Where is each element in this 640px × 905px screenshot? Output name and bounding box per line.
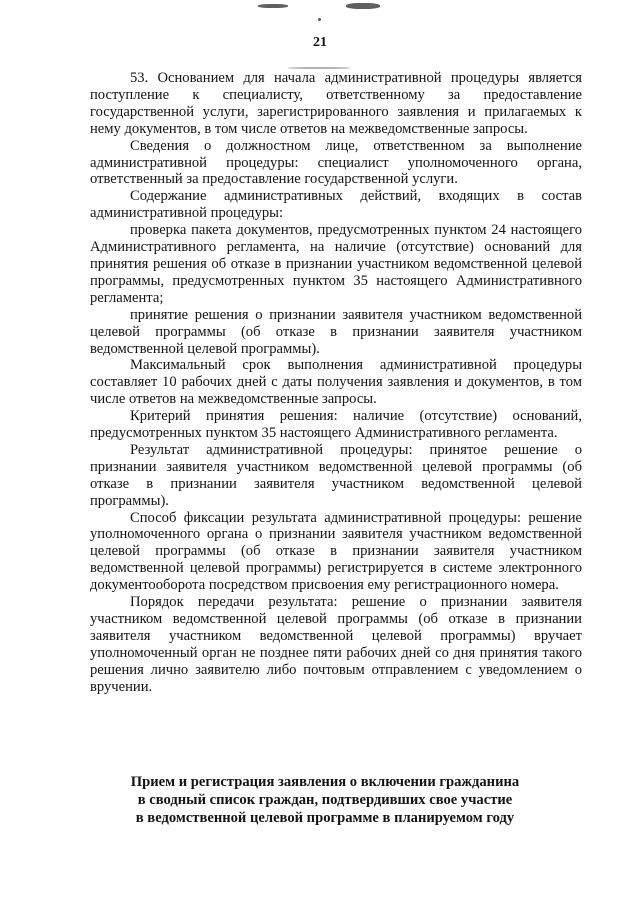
scan-mark [346,3,380,9]
paragraph-decision-criterion: Критерий принятия решения: наличие (отсутствие) оснований, предусмотренных пунктом 35 настоящего Административного регламента. [90,408,582,442]
paragraph-max-term: Максимальный срок выполнения административной процедуры составляет 10 рабочих дней с даты получения заявления и документов, в том числе ответов на межведомственные запросы. [90,357,582,408]
section-heading-line: в ведомственной целевой программе в планируемом году [135,810,515,826]
paragraph-action-decision: принятие решения о признании заявителя участником ведомственной целевой программы (об отказе в признании заявителя участником ведомственной целевой программы). [90,306,582,357]
section-heading [110,773,540,827]
paragraph-basis: 53. Основанием для начала административной процедуры является поступление к специалисту, ответственному за предоставление государственной услуги, зарегистрированного заявления и прилагаемых к нему документов, в том числе ответов на межведомственные запросы. [90,70,582,137]
paragraph-responsible-official: Сведения о должностном лице, ответственном за выполнение административной процедуры: специалист уполномоченного органа, ответственный за предоставление государственной услуги. [90,137,582,188]
paragraph-action-check: проверка пакета документов, предусмотренных пунктом 24 настоящего Административного регламента, на наличие (отсутствие) оснований для принятия решения об отказе в признании участником ведомственной целевой программы, предусмотренных пунктом 35 настоящего Административного регламента; [90,222,582,306]
section-heading-line: в сводный список граждан, подтвердивших свое участие [137,792,513,808]
scan-mark [318,18,321,21]
scan-mark [258,4,288,8]
paragraph-fixation-method: Способ фиксации результата административной процедуры: решение уполномоченного органа о признании заявителя участником ведомственной целевой программы (об отказе в признании заявителя участником ведомственной целевой программы) регистрируется в системе электронного документооборота посредством присвоения ему регистрационного номера. [90,509,582,594]
paragraph-result: Результат административной процедуры: принятое решение о признании заявителя участником ведомственной целевой программы (об отказе в признании заявителя участником ведомственной целевой программы). [90,441,582,509]
body-text [90,70,582,696]
scan-mark [288,67,350,69]
paragraph-actions-intro: Содержание административных действий, входящих в состав административной процедуры: [90,188,582,222]
page-number: 21 [313,35,327,50]
section-heading-line: Прием и регистрация заявления о включении гражданина [130,774,520,790]
paragraph-transfer-order: Порядок передачи результата: решение о признании заявителя участником ведомственной целевой программы (об отказе в признании заявителя участником ведомственной целевой программы) вручает уполномоченный орган не позднее пяти рабочих дней со дня принятия такого решения лично заявителю либо почтовым отправлением с уведомлением о вручении. [90,594,582,695]
